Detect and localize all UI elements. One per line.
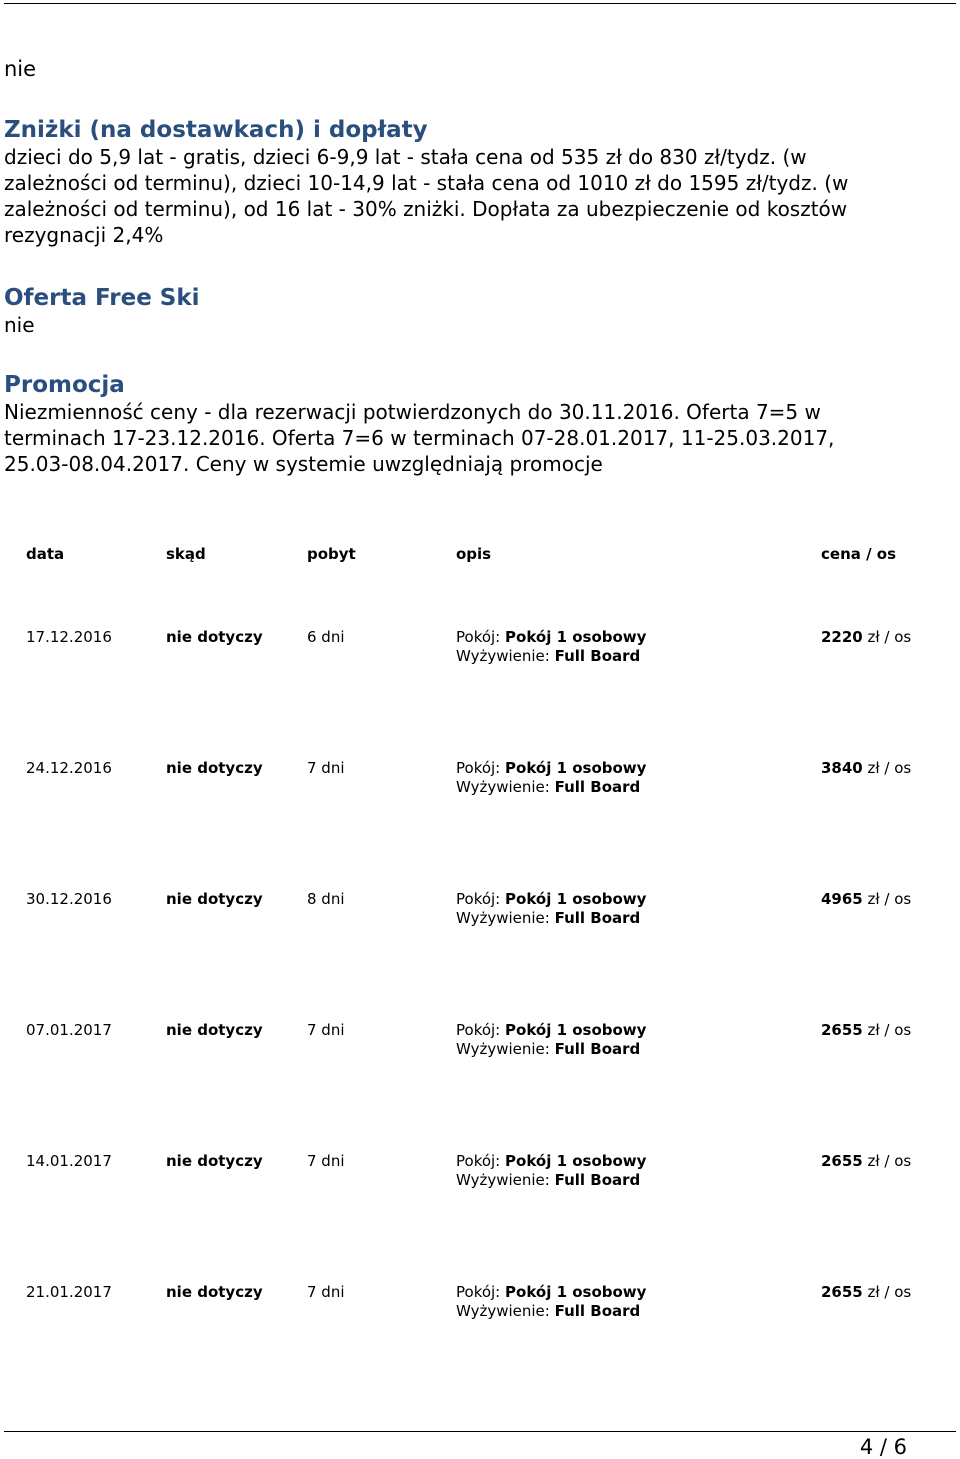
row-date: 17.12.2016	[26, 628, 112, 646]
page-number: 4 / 6	[859, 1435, 907, 1459]
board-value: Full Board	[554, 1302, 641, 1320]
price-value: 2655	[821, 1152, 863, 1170]
top-rule	[4, 3, 956, 4]
header-price: cena / os	[821, 545, 897, 563]
row-price	[821, 1152, 911, 1171]
header-stay: pobyt	[307, 545, 356, 563]
price-value: 4965	[821, 890, 863, 908]
room-value: Pokój 1 osobowy	[505, 1283, 647, 1301]
header-date: data	[26, 545, 65, 563]
promo-section	[4, 371, 904, 477]
row-desc	[456, 1283, 646, 1321]
row-price	[821, 1021, 911, 1040]
row-from: nie dotyczy	[166, 1021, 263, 1039]
intro-text: nie	[4, 57, 37, 81]
room-value: Pokój 1 osobowy	[505, 890, 647, 908]
row-date: 30.12.2016	[26, 890, 112, 908]
row-stay: 7 dni	[307, 1152, 345, 1170]
row-from: nie dotyczy	[166, 890, 263, 908]
room-label: Pokój:	[456, 1021, 501, 1039]
price-unit: zł / os	[867, 1283, 912, 1301]
room-value: Pokój 1 osobowy	[505, 1152, 647, 1170]
price-unit: zł / os	[867, 759, 912, 777]
room-label: Pokój:	[456, 628, 501, 646]
row-price	[821, 628, 911, 647]
row-desc	[456, 890, 646, 928]
price-value: 2220	[821, 628, 863, 646]
board-label: Wyżywienie:	[456, 778, 550, 796]
discounts-title: Zniżki (na dostawkach) i dopłaty	[4, 117, 428, 143]
row-desc	[456, 1152, 646, 1190]
row-stay: 6 dni	[307, 628, 345, 646]
promo-text: Niezmienność ceny - dla rezerwacji potwierdzonych do 30.11.2016. Oferta 7=5 w terminach 17-23.12.2016. Oferta 7=6 w terminach 07-28.01.2017, 11-25.03.2017, 25.03-08.04.2017. Ceny w systemie uwzględniają promocje	[4, 400, 835, 476]
price-value: 3840	[821, 759, 863, 777]
board-value: Full Board	[554, 647, 641, 665]
promo-title: Promocja	[4, 372, 125, 398]
offer-section	[4, 284, 904, 338]
room-value: Pokój 1 osobowy	[505, 1021, 647, 1039]
row-from: nie dotyczy	[166, 628, 263, 646]
board-value: Full Board	[554, 1171, 641, 1189]
row-stay: 8 dni	[307, 890, 345, 908]
board-label: Wyżywienie:	[456, 1302, 550, 1320]
discounts-section	[4, 116, 904, 248]
row-date: 07.01.2017	[26, 1021, 112, 1039]
room-value: Pokój 1 osobowy	[505, 628, 647, 646]
row-date: 24.12.2016	[26, 759, 112, 777]
price-value: 2655	[821, 1283, 863, 1301]
board-label: Wyżywienie:	[456, 1040, 550, 1058]
price-unit: zł / os	[867, 890, 912, 908]
row-date: 21.01.2017	[26, 1283, 112, 1301]
row-price	[821, 759, 911, 778]
row-desc	[456, 628, 646, 666]
offer-text: nie	[4, 313, 35, 337]
price-unit: zł / os	[867, 1021, 912, 1039]
discounts-text: dzieci do 5,9 lat - gratis, dzieci 6-9,9 lat - stała cena od 535 zł do 830 zł/tydz. (w zależności od terminu), dzieci 10-14,9 lat - stała cena od 1010 zł do 1595 zł/tydz. (w zależności od terminu), od 16 lat - 30% zniżki. Dopłata za ubezpieczenie od kosztów rezygnacji 2,4%	[4, 145, 849, 247]
row-price	[821, 1283, 911, 1302]
row-stay: 7 dni	[307, 759, 345, 777]
bottom-rule	[4, 1431, 956, 1432]
board-value: Full Board	[554, 909, 641, 927]
row-stay: 7 dni	[307, 1021, 345, 1039]
row-from: nie dotyczy	[166, 1152, 263, 1170]
board-label: Wyżywienie:	[456, 1171, 550, 1189]
price-unit: zł / os	[867, 1152, 912, 1170]
board-value: Full Board	[554, 778, 641, 796]
price-value: 2655	[821, 1021, 863, 1039]
row-price	[821, 890, 911, 909]
room-value: Pokój 1 osobowy	[505, 759, 647, 777]
board-value: Full Board	[554, 1040, 641, 1058]
row-from: nie dotyczy	[166, 759, 263, 777]
row-desc	[456, 1021, 646, 1059]
row-from: nie dotyczy	[166, 1283, 263, 1301]
header-from: skąd	[166, 545, 206, 563]
room-label: Pokój:	[456, 890, 501, 908]
row-desc	[456, 759, 646, 797]
room-label: Pokój:	[456, 759, 501, 777]
board-label: Wyżywienie:	[456, 909, 550, 927]
header-desc: opis	[456, 545, 492, 563]
room-label: Pokój:	[456, 1152, 501, 1170]
offer-title: Oferta Free Ski	[4, 285, 200, 311]
board-label: Wyżywienie:	[456, 647, 550, 665]
row-date: 14.01.2017	[26, 1152, 112, 1170]
row-stay: 7 dni	[307, 1283, 345, 1301]
room-label: Pokój:	[456, 1283, 501, 1301]
price-unit: zł / os	[867, 628, 912, 646]
